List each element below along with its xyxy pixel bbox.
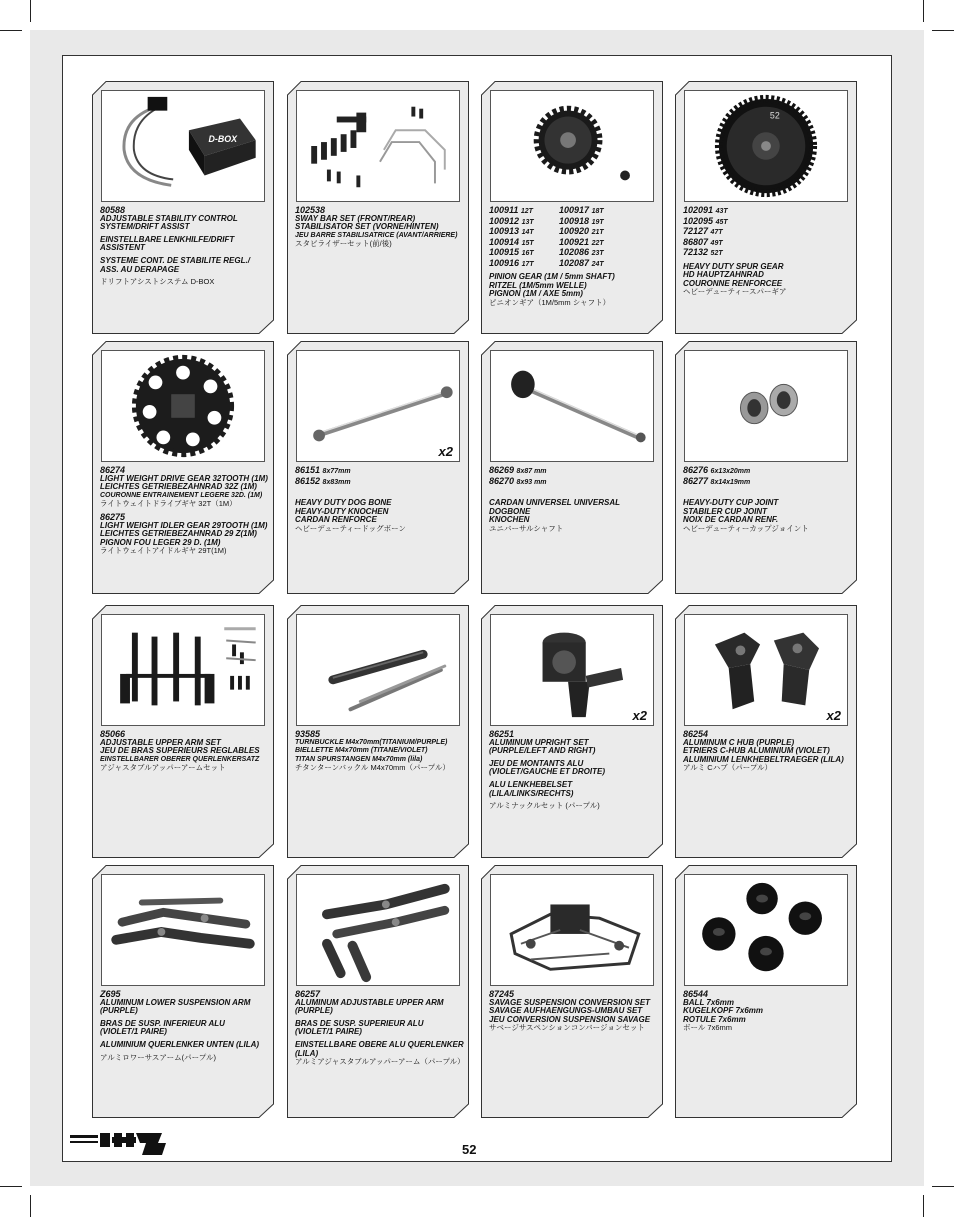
part-number: 86544 [683,989,709,999]
part-number: 93585 [295,729,321,739]
part-photo [296,874,460,986]
description-jp: サベージサスペンションコンバージョンセット [489,1023,645,1033]
part-photo [490,90,654,202]
part-photo [490,614,654,726]
description-de: ALUMINIUM LENKHEBELTRAEGER (LILA) [683,754,844,764]
cup-joint-icon [685,351,847,461]
description-de: HEAVY-DUTY KNOCHEN [295,506,389,516]
crop-mark [0,1186,22,1187]
description-de: EINSTELLBARE OBERE ALU QUERLENKER [295,1039,464,1049]
pinion-part-list: 100911 12T 100917 18T 100912 13T 100918 19T 100913 14T 100920 21T 100914 15T 100921 22T 100915 16T 102086 23T 100916 17T 102087 24T [489,205,604,268]
description-fr: BRAS DE SUSP. SUPERIEUR ALU [295,1018,424,1028]
description-de: STABILER CUP JOINT [683,506,768,516]
adjustable-upper-arm-icon [297,875,459,985]
part-photo [490,874,654,986]
description-de: TITAN SPURSTANGEN M4x70mm (lila) [295,755,423,763]
spur-gear-icon [685,91,847,201]
universal-shaft-icon [491,351,653,461]
description-de: (LILA) [295,1048,319,1058]
description-de: (LILA/LINKS/RECHTS) [489,788,574,798]
pinion-gear-icon [491,91,653,201]
part-photo [296,350,460,462]
part-card-86151[interactable]: x2 86151 8x77mm 86152 8x83mm HEAVY DUTY DOG BONE HEAVY-DUTY KNOCHEN CARDAN RENFORCE ヘビーデューティードッグボーン [287,341,469,594]
description-de: ALUMINIUM QUERLENKER UNTEN (LILA) [100,1039,260,1049]
ball-icon [685,875,847,985]
description-fr: CARDAN RENFORCE [295,515,377,525]
svg-text:D-BOX: D-BOX [208,134,237,145]
upright-icon [491,615,653,725]
description: ADJUSTABLE UPPER ARM SET [100,737,221,747]
crop-mark [923,0,924,22]
description: ALUMINUM LOWER SUSPENSION ARM [100,997,251,1007]
description: ADJUSTABLE STABILITY CONTROL [100,213,238,223]
description-jp: ライトウェイトアイドルギヤ 29T(1M) [100,546,227,556]
description: ALUMINUM UPRIGHT SET [489,737,589,747]
part-card-93585[interactable] [287,605,469,858]
description: SYSTEM/DRIFT ASSIST [100,222,190,232]
page-number: 52 [462,1142,477,1157]
description-fr: ASS. AU DERAPAGE [100,264,180,274]
c-hub-icon [685,615,847,725]
description-de: KNOCHEN [489,515,530,525]
description: (PURPLE) [295,1006,333,1016]
quantity-label: x2 [438,444,453,459]
description-jp: ライトウェイトドライブギヤ 32T（1M） [100,499,237,509]
part-photo [101,350,265,462]
description: TURNBUCKLE M4x70mm(TITANIUM/PURPLE) [295,738,448,746]
sway-bar-icon [297,91,459,201]
svg-text:52: 52 [769,110,780,121]
description-jp: アルミロワーサスアーム(パープル) [100,1052,216,1062]
part-number: 86275 [100,511,126,522]
crop-mark [932,30,954,31]
part-photo [490,350,654,462]
crop-mark [30,0,31,22]
description: BALL 7x6mm [683,997,734,1007]
part-number: 80588 [100,205,126,215]
lower-arm-icon [102,875,264,985]
description-de: RITZEL (1M/5mm WELLE) [489,280,587,290]
description-jp: ヘビーデューティーカップジョイント [683,523,809,533]
part-number: 86254 [683,729,709,739]
part-card-spur-gears[interactable]: 52 102091 43T 102095 45T 72127 47T 86807 49T 72132 52T HEAVY DUTY SPUR GEAR HD HAUPTZAHNRAD COURONNE RENFORCEE ヘビーデューティースパーギア [675,81,857,334]
part-card-86274[interactable] [92,341,274,594]
description: CARDAN UNIVERSEL UNIVERSAL [489,498,620,507]
description: DOGBONE [489,506,531,516]
description-jp: チタンターンバックル M4x70mm（パープル） [295,763,450,773]
upper-arm-set-icon [102,615,264,725]
description-jp: アルミアジャスタブルアッパーアーム（パープル） [295,1057,465,1067]
description: (PURPLE/LEFT AND RIGHT) [489,746,596,756]
part-card-Z695[interactable] [92,865,274,1118]
quantity-label: x2 [632,708,647,723]
dbox-module-icon [102,91,264,201]
description: PINION GEAR (1M / 5mm SHAFT) [489,272,615,281]
description-fr: COURONNE ENTRAINEMENT LEGERE 32D. (1M) [100,491,263,499]
part-photo [684,614,848,726]
part-photo [296,90,460,202]
description-fr: (VIOLET/1 PAIRE) [295,1027,362,1037]
part-number: 85066 [100,729,126,739]
part-card-102538[interactable] [287,81,469,334]
description-de: LEICHTES GETRIEBEZAHNRAD 29 Z(1M) [100,529,257,539]
part-card-85066[interactable] [92,605,274,858]
part-card-86257[interactable] [287,865,469,1118]
description-de: EINSTELLBARER OBERER QUERLENKERSATZ [100,755,260,763]
part-photo [101,90,265,202]
description: SAVAGE SUSPENSION CONVERSION SET [489,997,651,1007]
description-jp: ヘビーデューティースパーギア [683,287,787,297]
description-de: KUGELKOPF 7x6mm [683,1006,764,1016]
description: LIGHT WEIGHT DRIVE GEAR 32TOOTH (1M) [100,473,268,483]
description: (PURPLE) [100,1006,138,1016]
description-de: HD HAUPTZAHNRAD [683,270,764,280]
part-number: 86257 [295,989,321,999]
description-fr: (VIOLET/GAUCHE ET DROITE) [489,767,605,777]
description: LIGHT WEIGHT IDLER GEAR 29TOOTH (1M) [100,520,268,530]
description-fr: PIGNON (1M / AXE 5mm) [489,289,583,299]
turnbuckle-icon [297,615,459,725]
description: ALUMINUM ADJUSTABLE UPPER ARM [295,997,444,1007]
crop-mark [0,30,22,31]
part-photo [684,874,848,986]
description-fr: JEU BARRE STABILISATRICE (AVANT/ARRIERE) [295,231,458,239]
description-fr: SYSTEME CONT. DE STABILITE REGL./ [100,255,250,265]
description: HEAVY DUTY SPUR GEAR [683,261,784,271]
crop-mark [30,1195,31,1217]
description-fr: ETRIERS C-HUB ALUMINIUM (VIOLET) [683,746,830,756]
description-fr: PIGNON FOU LEGER 29 D. (1M) [100,537,221,547]
part-card-86251[interactable] [481,605,663,858]
part-card-87245[interactable] [481,865,663,1118]
part-photo [684,350,848,462]
description-de: STABILISATOR SET (VORNE/HINTEN) [295,222,439,232]
part-number: 86274 [100,465,126,475]
description-jp: ユニバーサルシャフト [489,523,564,533]
part-card-pinion-gears[interactable] [481,81,663,334]
part-photo [101,614,265,726]
part-card-86544[interactable] [675,865,857,1118]
description-de: SAVAGE AUFHAENGUNGS-UMBAU SET [489,1006,643,1016]
description-fr: BRAS DE SUSP. INFERIEUR ALU [100,1018,225,1028]
quantity-label: x2 [826,708,841,723]
description-jp: アルミ Cハブ（パープル） [683,763,773,773]
description-de: LEICHTES GETRIEBEZAHNRAD 32Z (1M) [100,482,257,492]
description-jp: ボール 7x6mm [683,1023,733,1033]
crop-mark [932,1186,954,1187]
part-number: 86251 [489,729,515,739]
description-jp: アジャスタブルアッパーアームセット [100,763,226,773]
description-fr: JEU CONVERSION SUSPENSION SAVAGE [489,1014,651,1024]
description-jp: ドリフトアシストシステム D-BOX [100,277,215,287]
description: HEAVY DUTY DOG BONE [295,498,392,507]
suspension-conversion-set-icon [491,875,653,985]
description-fr: COURONNE RENFORCEE [683,278,783,288]
part-photo [101,874,265,986]
description-fr: ROTULE 7x6mm [683,1014,746,1024]
part-card-86254[interactable] [675,605,857,858]
part-number: 87245 [489,989,515,999]
description-jp: ヘビーデューティードッグボーン [295,523,406,533]
part-card-86269[interactable]: 86269 8x87 mm 86270 8x93 mm CARDAN UNIVERSEL UNIVERSAL DOGBONE KNOCHEN ユニバーサルシャフト [481,341,663,594]
part-photo [684,90,848,202]
part-number: 102538 [295,205,326,215]
part-card-86276[interactable]: 86276 6x13x20mm 86277 8x14x19mm HEAVY-DUTY CUP JOINT STABILER CUP JOINT NOIX DE CARDAN RENF. ヘビーデューティーカップジョイント [675,341,857,594]
description: HEAVY-DUTY CUP JOINT [683,498,779,507]
drive-gear-icon [102,351,264,461]
description-fr: JEU DE BRAS SUPERIEURS REGLABLES [100,746,260,756]
part-card-80588[interactable] [92,81,274,334]
description-jp: アルミナックルセット (パープル) [489,801,600,811]
description-jp: ピニオンギア（1M/5mm シャフト） [489,297,611,307]
description: ALUMINUM C HUB (PURPLE) [683,737,795,747]
description-fr: (VIOLET/1 PAIRE) [100,1027,167,1037]
crop-mark [923,1195,924,1217]
description-jp: スタビライザーセット(前/後) [295,239,392,249]
description: SWAY BAR SET (FRONT/REAR) [295,213,416,223]
part-number: Z695 [100,989,121,999]
part-photo [296,614,460,726]
description-fr: BIELLETTE M4x70mm (TITANE/VIOLET) [295,747,428,755]
description-fr: NOIX DE CARDAN RENF. [683,515,779,525]
dog-bone-icon [297,351,459,461]
description-de: ALU LENKHEBELSET [489,779,573,789]
description-de: ASSISTENT [100,243,145,253]
description-fr: JEU DE MONTANTS ALU [489,758,584,768]
hpi-racing-logo [70,1133,166,1155]
description-de: EINSTELLBARE LENKHILFE/DRIFT [100,234,235,244]
